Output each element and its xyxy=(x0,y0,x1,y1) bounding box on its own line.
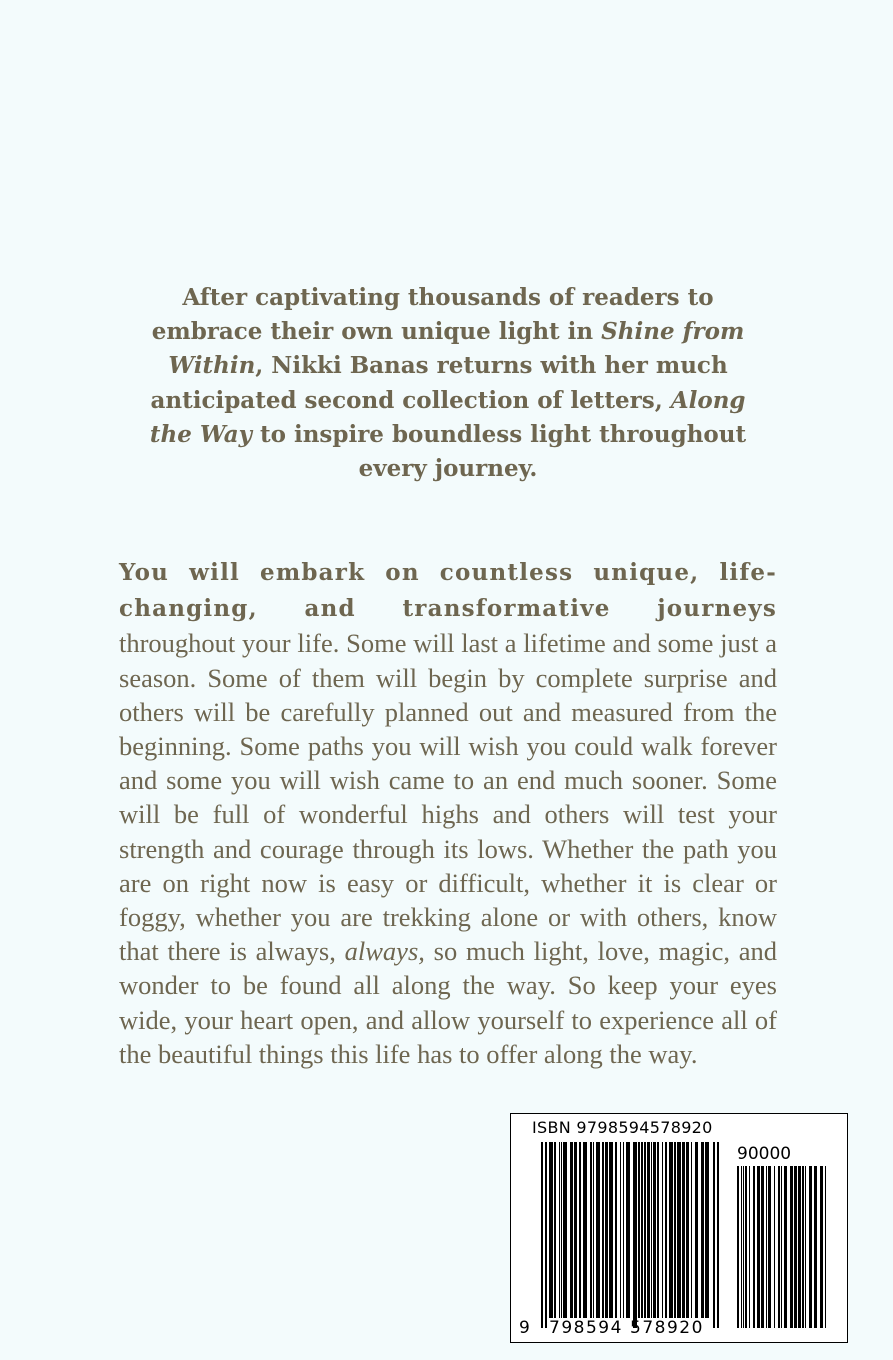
blurb-text-1: After captivating thousands of readers to embrace their own unique light in xyxy=(151,284,714,346)
body-emphasis: always, xyxy=(344,936,425,967)
barcode-digit-first: 9 xyxy=(519,1318,532,1338)
back-cover-body xyxy=(119,554,777,1071)
isbn-label: ISBN 9798594578920 xyxy=(532,1118,713,1137)
body-text-2: so much light, love, magic, and wonder to be found all along the way. So keep your eyes wide, your heart open, and allow yourself to experience all of the beautiful things this life has to offer along the way. xyxy=(119,936,777,1069)
body-text-1: throughout your life. Some will last a lifetime and some just a season. Some of them will begin by complete surprise and others will be carefully planned out and measured from the beginning. Some paths you will wish you could walk forever and some you will wish came to an end much sooner. Some will be full of wonderful highs and others will test your strength and courage through its lows. Whether the path you are on right now is easy or difficult, whether it is clear or foggy, whether you are trekking alone or with others, know that there is always, xyxy=(119,628,777,967)
isbn-barcode xyxy=(510,1113,848,1343)
barcode-bars xyxy=(511,1114,849,1344)
blurb-text-3: to inspire boundless light throughout every journey. xyxy=(251,420,747,483)
blurb-book-title-2: Along the Way xyxy=(149,386,746,448)
body-lead-in: You will embark on countless unique, life-changing, and transformative journeys xyxy=(119,559,777,623)
barcode-digits-right: 578920 xyxy=(630,1318,704,1338)
price-code: 90000 xyxy=(737,1144,792,1164)
barcode-digits-left: 798594 xyxy=(549,1318,623,1338)
back-cover-blurb xyxy=(128,281,768,486)
blurb-text-2: , Nikki Banas returns with her much anticipated second collection of letters, xyxy=(150,352,728,414)
blurb-book-title-1: Shine from Within xyxy=(168,318,745,380)
